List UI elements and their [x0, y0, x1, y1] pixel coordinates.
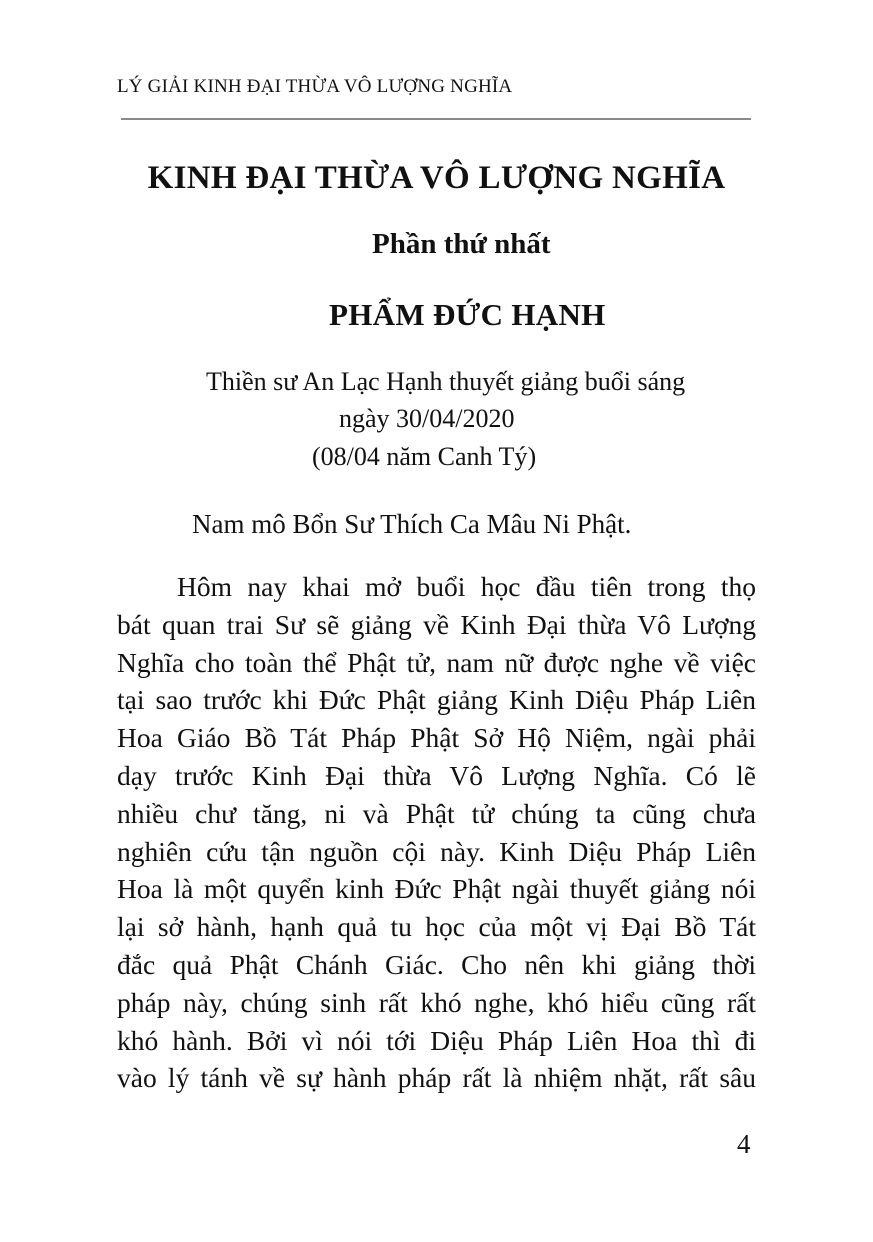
header-divider — [121, 118, 751, 120]
body-line: dạy trước Kinh Đại thừa Vô Lượng Nghĩa. Có lẽ — [117, 759, 756, 791]
body-line: vào lý tánh về sự hành pháp rất là nhiệm nhặt, rất sâu — [117, 1062, 756, 1094]
page-number: 4 — [737, 1129, 751, 1159]
body-line: nhiều chư tăng, ni và Phật tử chúng ta cũng chưa — [117, 797, 756, 829]
lecture-speaker-line: Thiền sư An Lạc Hạnh thuyết giảng buổi sáng — [206, 367, 686, 396]
body-line: Hoa là một quyển kinh Đức Phật ngài thuyết giảng nói — [117, 873, 756, 905]
body-line: tại sao trước khi Đức Phật giảng Kinh Diệu Pháp Liên — [117, 684, 756, 716]
body-line: lại sở hành, hạnh quả tu học của một vị Đại Bồ Tát — [117, 911, 756, 943]
body-line: Nghĩa cho toàn thể Phật tử, nam nữ được nghe về việc — [117, 646, 756, 678]
invocation-line: Nam mô Bổn Sư Thích Ca Mâu Ni Phật. — [192, 509, 632, 539]
body-line: pháp này, chúng sinh rất khó nghe, khó hiểu cũng rất — [117, 986, 756, 1018]
body-line: Hoa Giáo Bồ Tát Pháp Phật Sở Hộ Niệm, ngài phải — [117, 722, 756, 754]
body-line: nghiên cứu tận nguồn cội này. Kinh Diệu Pháp Liên — [117, 835, 756, 867]
body-line: Hôm nay khai mở buổi học đầu tiên trong thọ — [177, 571, 756, 602]
part-title: Phần thứ nhất — [372, 228, 551, 260]
body-line: khó hành. Bởi vì nói tới Diệu Pháp Liên Hoa thì đi — [117, 1024, 756, 1056]
chapter-title: PHẨM ĐỨC HẠNH — [329, 297, 606, 332]
body-paragraph — [117, 568, 756, 1097]
lunar-date-line: (08/04 năm Canh Tý) — [312, 442, 537, 471]
body-line: bát quan trai Sư sẽ giảng về Kinh Đại thừa Vô Lượng — [117, 608, 756, 640]
running-header: LÝ GIẢI KINH ĐẠI THỪA VÔ LƯỢNG NGHĨA — [117, 76, 513, 97]
lecture-date-line: ngày 30/04/2020 — [339, 404, 515, 433]
sutra-title: KINH ĐẠI THỪA VÔ LƯỢNG NGHĨA — [147, 160, 726, 196]
body-line: đắc quả Phật Chánh Giác. Cho nên khi giảng thời — [117, 948, 756, 980]
